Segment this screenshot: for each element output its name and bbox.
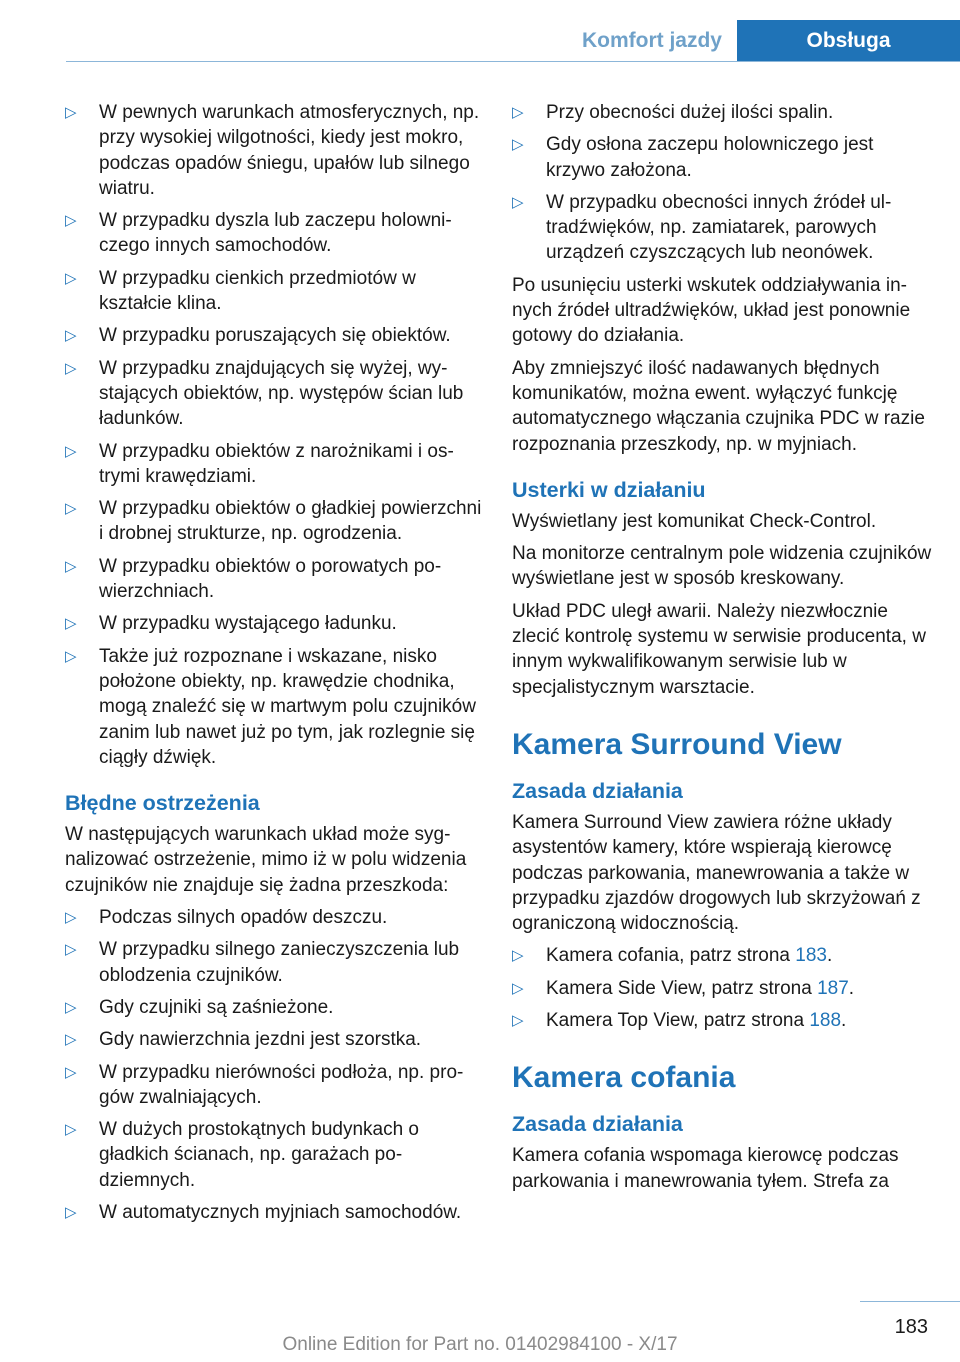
camera-link-item — [512, 943, 932, 968]
bullet-text: W przypadku obecności innych źródeł ultradźwięków, np. zamiatarek, parowych urządzeń czyszczących lub neonówek. — [546, 191, 892, 264]
paragraph-recovery: Po usunięciu usterki wskutek oddziaływania innych źródeł ultradźwięków, układ jest ponownie gotowy do działania. — [512, 274, 911, 347]
heading-false-warnings: Błędne ostrzeżenia — [65, 791, 260, 816]
bullet-item — [65, 496, 485, 547]
triangle-bullet-icon: ▷ — [512, 104, 524, 121]
title-rear-camera: Kamera cofania — [512, 1061, 736, 1095]
heading-principle-rear: Zasada działania — [512, 1112, 683, 1137]
link-item-end: . — [848, 977, 855, 999]
footer-edition: Online Edition for Part no. 01402984100 - X/17 — [282, 1334, 678, 1355]
false-warnings-intro: W następujących warunkach układ może sygnalizować ostrzeżenie, mimo iż w polu widzenia czujników nie znajduje się żadna przeszkoda: — [65, 824, 467, 896]
triangle-bullet-icon: ▷ — [65, 327, 77, 345]
triangle-bullet-icon: ▷ — [65, 359, 77, 377]
link-item-text: Kamera Side View, patrz strona — [546, 977, 818, 999]
bullet-text: W pewnych warunkach atmosferycznych, np. przy wysokiej wilgotności, kiedy jest mokro, podczas opadów śniegu, upałów lub silnego wiatru. — [99, 102, 480, 199]
link-item-text: Kamera cofania, patrz strona — [546, 945, 796, 967]
paragraph-reduce-warnings: Aby zmniejszyć ilość nadawanych błędnych komunikatów, można ewent. wyłączyć funkcję automatycznego włączania czujnika PDC w razie rozpoznania przeszkody, np. w myjniach. — [512, 357, 925, 455]
triangle-bullet-icon: ▷ — [65, 1031, 77, 1049]
left-bullet-list-2 — [65, 905, 485, 1225]
triangle-bullet-icon: ▷ — [65, 269, 77, 287]
bullet-text: W przypadku obiektów z narożnikami i ostrymi krawędziami. — [99, 440, 454, 487]
bullet-item — [512, 100, 932, 125]
triangle-bullet-icon: ▷ — [65, 212, 77, 230]
triangle-bullet-icon: ▷ — [512, 136, 524, 154]
bullet-item — [65, 1027, 485, 1052]
page-number-rule — [860, 1301, 960, 1302]
camera-link-item — [512, 1008, 932, 1033]
bullet-text: W przypadku obiektów o porowatych powierzchniach. — [99, 555, 442, 603]
page-reference-link[interactable]: 188 — [809, 1010, 842, 1032]
bullet-text: Gdy nawierzchnia jezdni jest szorstka. — [99, 1029, 422, 1051]
paragraph-surround-view: Kamera Surround View zawiera różne układy asystentów kamery, które wspierają kierowcę podczas parkowania, manewrowania a także w przypadku zjazdów drogowych lub skrzyżowań z ograniczoną widocznością. — [512, 811, 921, 935]
triangle-bullet-icon: ▷ — [65, 104, 77, 121]
paragraph-rear-camera: Kamera cofania wspomaga kierowcę podczas parkowania i manewrowania tyłem. Strefa za — [512, 1145, 899, 1192]
paragraph-monitor: Na monitorze centralnym pole widzenia czujników wyświetlane jest w sposób kreskowany. — [512, 543, 932, 590]
page-reference-link[interactable]: 183 — [795, 945, 827, 967]
bullet-item — [65, 1060, 485, 1111]
header-section-tab: Komfort jazdy — [581, 29, 722, 52]
bullet-item — [512, 132, 932, 183]
page-number: 183 — [894, 1316, 928, 1338]
bullet-item — [65, 1200, 485, 1225]
page-reference-link[interactable]: 187 — [817, 977, 849, 999]
bullet-item — [65, 611, 485, 636]
bullet-text: W przypadku obiektów o gładkiej powierzchni i drobnej strukturze, np. ogrodzenia. — [99, 498, 482, 545]
paragraph-check-control: Wyświetlany jest komunikat Check-Control. — [512, 510, 877, 532]
bullet-item — [65, 208, 485, 259]
triangle-bullet-icon: ▷ — [512, 979, 524, 997]
triangle-bullet-icon: ▷ — [512, 947, 524, 965]
triangle-bullet-icon: ▷ — [512, 193, 524, 211]
heading-malfunction: Usterki w działaniu — [512, 477, 706, 502]
bullet-text: Przy obecności dużej ilości spalin. — [546, 102, 834, 123]
paragraph-pdc-failure: Układ PDC uległ awarii. Należy niezwłocznie zlecić kontrolę systemu w serwisie producenta, w innym wykwalifikowanym serwisie lub w specjalistycznym warsztacie. — [512, 600, 926, 698]
bullet-item — [65, 995, 485, 1020]
triangle-bullet-icon: ▷ — [65, 998, 77, 1016]
bullet-text: W przypadku znajdujących się wyżej, wystających obiektów, np. występów ścian lub ładunków. — [99, 357, 464, 430]
link-item-text: Kamera Top View, patrz strona — [546, 1010, 810, 1032]
bullet-text: W przypadku wystającego ładunku. — [99, 613, 397, 635]
header-rule — [66, 61, 960, 62]
triangle-bullet-icon: ▷ — [65, 557, 77, 575]
triangle-bullet-icon: ▷ — [65, 647, 77, 665]
bullet-item — [65, 323, 485, 348]
bullet-text: Podczas silnych opadów deszczu. — [99, 907, 388, 929]
triangle-bullet-icon: ▷ — [65, 442, 77, 460]
title-surround-view: Kamera Surround View — [512, 727, 842, 761]
bullet-item — [65, 1117, 485, 1193]
bullet-text: W przypadku cienkich przedmiotów w kształcie klina. — [99, 267, 416, 315]
bullet-item — [65, 937, 485, 988]
link-item-end: . — [826, 945, 833, 967]
camera-link-item — [512, 976, 932, 1001]
camera-link-list — [512, 943, 932, 1033]
left-column — [65, 100, 485, 1232]
bullet-text: W przypadku silnego zanieczyszczenia lub oblodzenia czujników. — [99, 939, 460, 986]
right-bullet-list-1 — [512, 100, 932, 266]
bullet-item — [65, 266, 485, 317]
triangle-bullet-icon: ▷ — [512, 1012, 524, 1030]
triangle-bullet-icon: ▷ — [65, 1121, 77, 1139]
bullet-text: Gdy osłona zaczepu holowniczego jest krzywo założona. — [546, 134, 874, 181]
bullet-text: W przypadku poruszających się obiektów. — [99, 325, 451, 347]
bullet-text: W automatycznych myjniach samochodów. — [99, 1201, 462, 1223]
triangle-bullet-icon: ▷ — [65, 941, 77, 959]
link-item-end: . — [841, 1010, 847, 1032]
bullet-text: W dużych prostokątnych budynkach o gładkich ścianach, np. garażach podziemnych. — [99, 1119, 420, 1191]
right-column — [512, 100, 932, 1201]
bullet-item — [65, 439, 485, 490]
triangle-bullet-icon: ▷ — [65, 500, 77, 518]
left-bullet-list-1 — [65, 100, 485, 770]
bullet-text: W przypadku dyszla lub zaczepu holowniczego innych samochodów. — [99, 210, 452, 257]
bullet-item — [65, 644, 485, 770]
triangle-bullet-icon: ▷ — [65, 1063, 77, 1081]
bullet-text: W przypadku nierówności podłoża, np. progów zwalniających. — [99, 1061, 464, 1108]
heading-principle-surround: Zasada działania — [512, 778, 683, 803]
bullet-item — [65, 356, 485, 432]
triangle-bullet-icon: ▷ — [65, 615, 77, 633]
bullet-item — [65, 905, 485, 930]
bullet-item — [65, 554, 485, 605]
triangle-bullet-icon: ▷ — [65, 1203, 77, 1221]
header-chapter-tab: Obsługa — [737, 20, 960, 62]
triangle-bullet-icon: ▷ — [65, 909, 77, 927]
bullet-item — [65, 100, 485, 201]
bullet-text: Gdy czujniki są zaśnieżone. — [99, 996, 334, 1018]
bullet-item — [512, 190, 932, 266]
bullet-text: Także już rozpoznane i wskazane, nisko położone obiekty, np. krawędzie chodnika, mogą znaleźć się w martwym polu czujników zanim lub nawet już po tym, jak rozlegnie się ciągły dźwięk. — [99, 645, 476, 768]
